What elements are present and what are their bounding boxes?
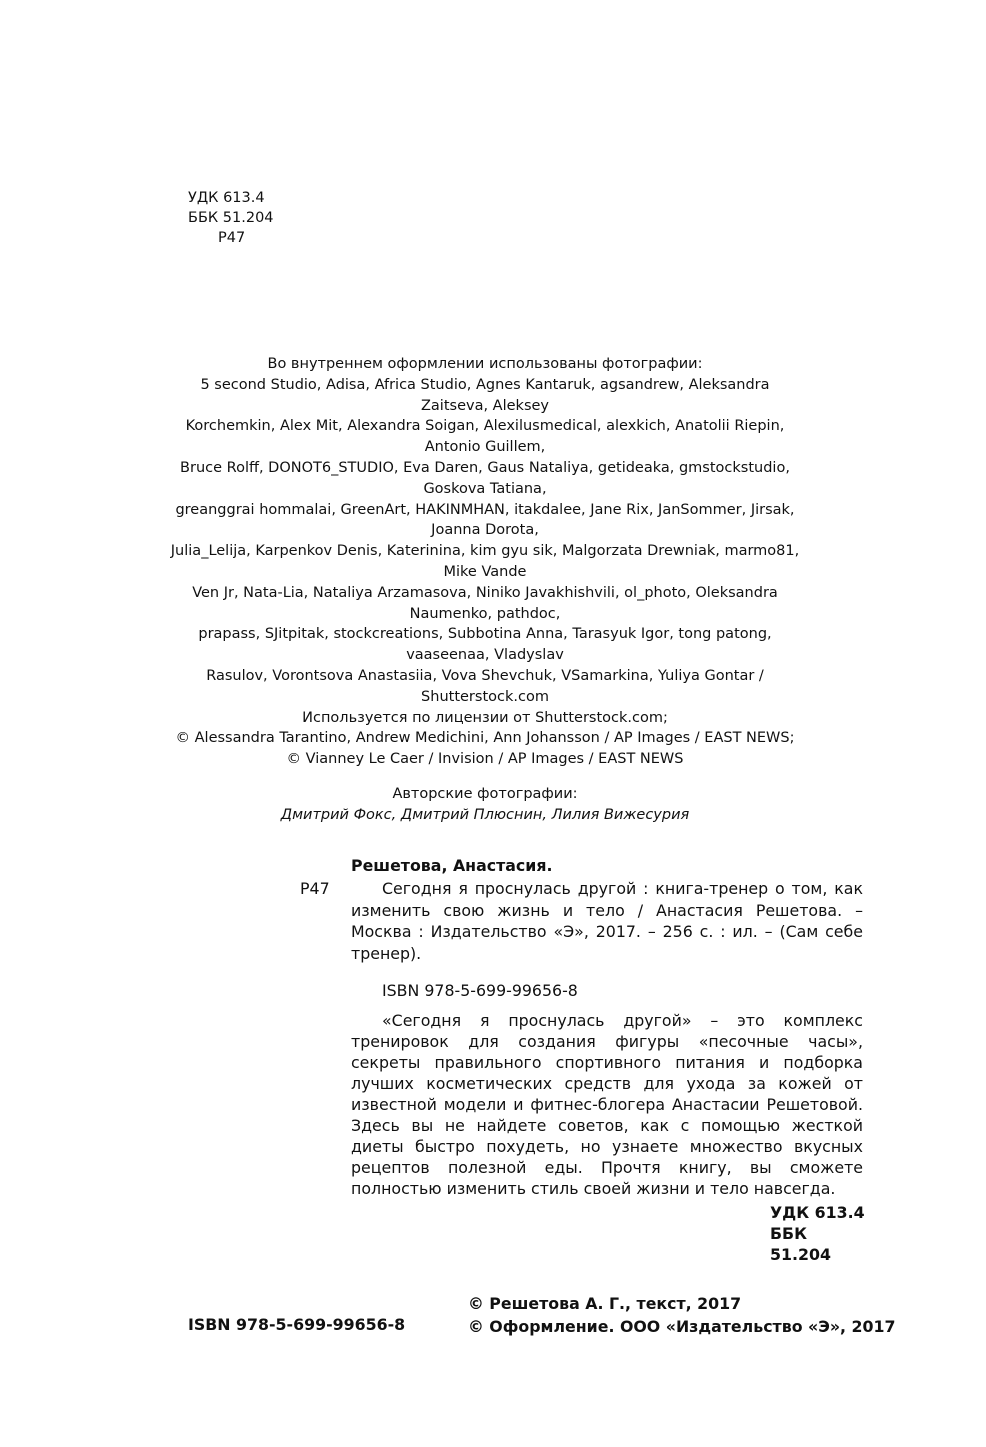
credits-line: Ven Jr, Nata-Lia, Nataliya Arzamasova, Niniko Javakhishvili, ol_photo, Oleksandra Naumenko, pathdoc, [192, 584, 778, 622]
author-mark: Р47 [218, 230, 246, 246]
footer-isbn: ISBN 978-5-699-99656-8 [188, 1315, 406, 1334]
entry-title: Сегодня я проснулась другой : книга-тренер о том, как изменить свою жизнь и тело / Анастасия Решетова. – Москва : Издательство «Э», 2017. – 256 с. : ил. – (Сам себе тренер). [351, 879, 863, 963]
credits-line: © Alessandra Tarantino, Andrew Medichini, Ann Johansson / AP Images / EAST NEWS; [175, 730, 795, 747]
credits-line: Rasulov, Vorontsova Anastasiia, Vova Shevchuk, VSamarkina, Yuliya Gontar / Shutterstock.com [206, 667, 764, 705]
entry-classification [770, 1202, 865, 1265]
entry-isbn: ISBN 978-5-699-99656-8 [382, 981, 578, 1000]
credits-line: prapass, SJitpitak, stockcreations, Subbotina Anna, Tarasyuk Igor, tong patong, vaaseenaa, Vladyslav [198, 626, 772, 664]
credits-line: Julia_Lelija, Karpenkov Denis, Katerinina, kim gyu sik, Malgorzata Drewniak, marmo81, Mike Vande [170, 543, 800, 580]
entry-annotation: «Сегодня я проснулась другой» – это комплекс тренировок для создания фигуры «песочные часы», секреты правильного спортивного питания и подборка лучших косметических средств для ухода за кожей от известной модели и фитнес-блогера Анастасии Решетовой. Здесь вы не найдете советов, как с помощью жесткой диеты быстро похудеть, но узнаете множество вкусных рецептов полезной еды. Прочтя книгу, вы сможете полностью изменить стиль своей жизни и тело навсегда. [351, 1011, 863, 1198]
spacer [170, 770, 800, 784]
photo-credits [170, 354, 800, 826]
copyright-design: © Оформление. ООО «Издательство «Э», 2017 [468, 1317, 896, 1336]
entry-author: Решетова, Анастасия. [351, 856, 553, 875]
udk-code: УДК 613.4 [188, 190, 265, 206]
author-photos-heading: Авторские фотографии: [392, 785, 578, 802]
entry-code: Р47 [300, 879, 330, 898]
copyright-block [468, 1292, 896, 1338]
entry-bbk: ББК 51.204 [770, 1224, 831, 1264]
credits-line: 5 second Studio, Adisa, Africa Studio, Agnes Kantaruk, agsandrew, Aleksandra Zaitseva, Aleksey [200, 376, 770, 414]
credits-line: Korchemkin, Alex Mit, Alexandra Soigan, Alexilusmedical, alexkich, Anatolii Riepin, Antonio Guillem, [185, 418, 785, 456]
credits-heading: Во внутреннем оформлении использованы фотографии: [267, 356, 703, 372]
classification-block [188, 188, 274, 248]
credits-line: greanggrai hommalai, GreenArt, HAKINMHAN, itakdalee, Jane Rix, JanSommer, Jirsak, Joanna Dorota, [175, 501, 795, 539]
credits-line: © Vianney Le Caer / Invision / AP Images / EAST NEWS [286, 751, 684, 768]
copyright-text: © Решетова А. Г., текст, 2017 [468, 1294, 742, 1313]
credits-line: Bruce Rolff, DONOT6_STUDIO, Eva Daren, Gaus Nataliya, getideaka, gmstockstudio, Goskova Tatiana, [180, 459, 790, 497]
author-photos-names: Дмитрий Фокс, Дмитрий Плюснин, Лилия Вижесурия [280, 806, 690, 823]
entry-udk: УДК 613.4 [770, 1203, 865, 1222]
credits-line: Используется по лицензии от Shutterstock.com; [302, 709, 668, 726]
bbk-code: ББК 51.204 [188, 210, 274, 226]
